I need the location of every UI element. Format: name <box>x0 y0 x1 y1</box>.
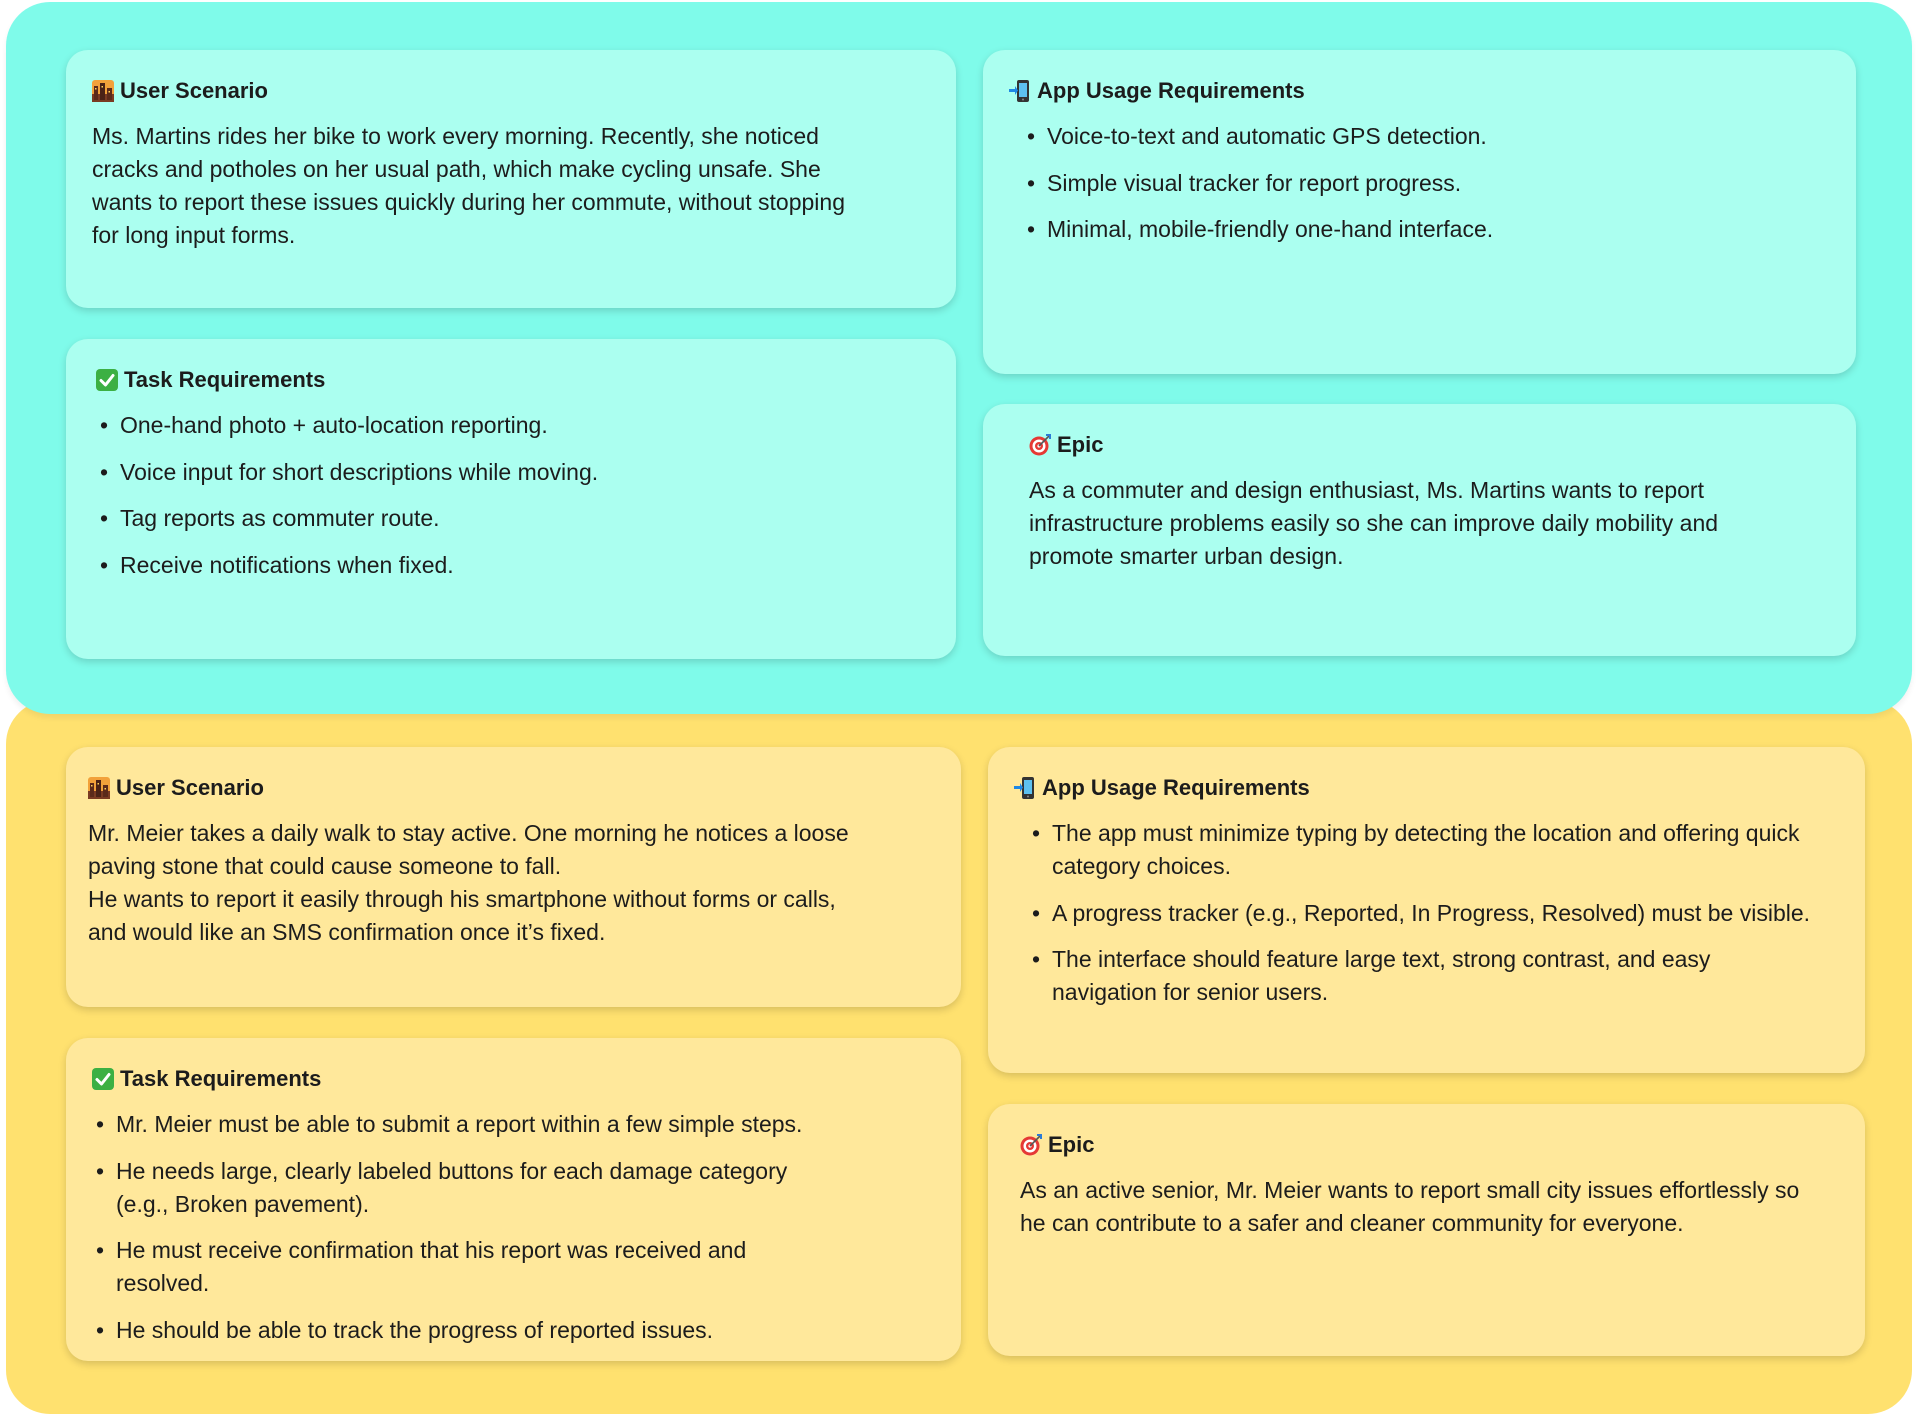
list-item: • Tag reports as commuter route. <box>96 502 930 535</box>
list-item: • Simple visual tracker for report progress. <box>1023 167 1830 200</box>
city-icon <box>92 80 114 102</box>
app-usage-requirements-card <box>988 747 1865 1073</box>
epic-card <box>988 1104 1865 1356</box>
card-title: App Usage Requirements <box>1037 78 1305 103</box>
card-title: Epic <box>1048 1132 1095 1157</box>
card-header <box>96 365 930 395</box>
requirements-list <box>96 409 930 582</box>
mobile-phone-arrow-icon <box>1009 80 1031 102</box>
list-item: • The app must minimize typing by detecting the location and offering quick category choices. <box>1028 817 1813 883</box>
list-item: • He should be able to track the progress of reported issues. <box>92 1314 815 1347</box>
card-title: User Scenario <box>116 775 264 800</box>
card-header <box>1014 773 1813 803</box>
scenario-text: Ms. Martins rides her bike to work every morning. Recently, she noticed cracks and potholes on her usual path, which make cycling unsafe. She wants to report these issues quickly during her commute, without stopping for long input forms. <box>92 123 845 248</box>
list-item: • Voice input for short descriptions while moving. <box>96 456 930 489</box>
scenario-text: Mr. Meier takes a daily walk to stay active. One morning he notices a loose paving stone that could cause someone to fall. He wants to report it easily through his smartphone without forms or calls, and would like an SMS confirmation once it’s fixed. <box>88 820 849 945</box>
epic-card <box>983 404 1856 656</box>
epic-text: As an active senior, Mr. Meier wants to report small city issues effortlessly so he can contribute to a safer and cleaner community for everyone. <box>1020 1177 1800 1236</box>
list-item: • He must receive confirmation that his report was received and resolved. <box>92 1234 815 1300</box>
app-usage-requirements-card <box>983 50 1856 374</box>
requirements-list <box>92 1108 935 1347</box>
check-box-icon <box>96 369 118 391</box>
user-scenario-card <box>66 50 956 308</box>
list-item: • One-hand photo + auto-location reporting. <box>96 409 930 442</box>
card-header <box>92 1064 935 1094</box>
list-item: • Voice-to-text and automatic GPS detection. <box>1023 120 1830 153</box>
card-title: User Scenario <box>120 78 268 103</box>
card-title: Epic <box>1057 432 1104 457</box>
task-requirements-card <box>66 1038 961 1361</box>
card-header <box>1020 1130 1821 1160</box>
user-scenario-card <box>66 747 961 1007</box>
card-header <box>88 773 851 803</box>
list-item: • Mr. Meier must be able to submit a report within a few simple steps. <box>92 1108 815 1141</box>
card-header <box>1029 430 1796 460</box>
requirements-list <box>1028 817 1813 1009</box>
list-item: • A progress tracker (e.g., Reported, In Progress, Resolved) must be visible. <box>1028 897 1813 930</box>
check-box-icon <box>92 1068 114 1090</box>
card-header <box>92 76 846 106</box>
list-item: • The interface should feature large text, strong contrast, and easy navigation for senior users. <box>1028 943 1813 1009</box>
persona-section-meier <box>6 700 1912 1414</box>
target-dart-icon <box>1029 434 1051 456</box>
requirements-list <box>1023 120 1830 246</box>
list-item: • Minimal, mobile-friendly one-hand interface. <box>1023 213 1830 246</box>
target-dart-icon <box>1020 1134 1042 1156</box>
list-item: • He needs large, clearly labeled buttons for each damage category (e.g., Broken pavement). <box>92 1155 815 1221</box>
mobile-phone-arrow-icon <box>1014 777 1036 799</box>
card-title: Task Requirements <box>124 367 326 392</box>
epic-text: As a commuter and design enthusiast, Ms. Martins wants to report infrastructure problems easily so she can improve daily mobility and promote smarter urban design. <box>1029 477 1719 569</box>
task-requirements-card <box>66 339 956 659</box>
persona-section-martins <box>6 2 1912 714</box>
list-item: • Receive notifications when fixed. <box>96 549 930 582</box>
card-title: App Usage Requirements <box>1042 775 1310 800</box>
card-title: Task Requirements <box>120 1066 322 1091</box>
card-header <box>1009 76 1830 106</box>
city-icon <box>88 777 110 799</box>
